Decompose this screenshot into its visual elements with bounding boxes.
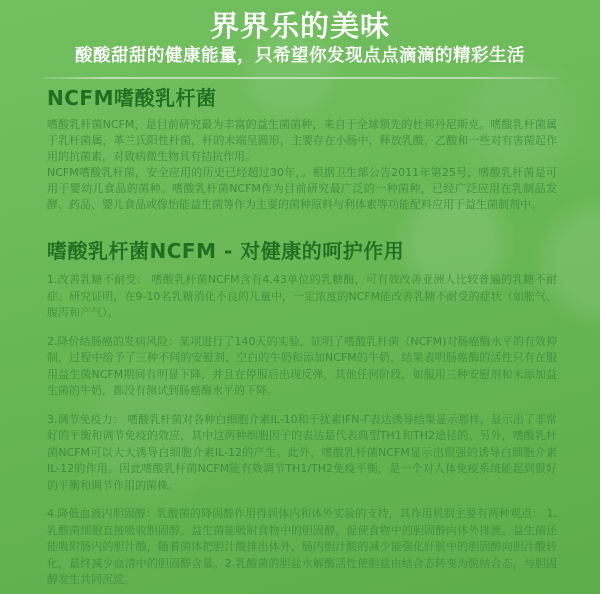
benefit-paragraph-cholesterol: 4.降低血液内胆固醇：乳酸菌的降固醇作用得到体内和体外实验的支持，其作用机制主要有两种观点： 1.乳酸菌细胞直接吸收胆固醇。益生菌能吸附食物中的胆固醇，促使食物中的胆固醇向体外排泄。益生菌还能吸附肠内的胆汁酸，随着菌体把胆汁酸排出体外，肠内胆汁酸的减少能强化肝脏中的胆固醇向胆汁酸转化，最终减少血清中的胆固醇含量。2.乳酸菌的胆盐水解酶活性使胆盐由结合态转变为脱结合态，与胆固醇发生共同沉淀。 [47,507,557,586]
section-health-benefits-heading: 嗜酸乳杆菌NCFM - 对健康的呵护作用 [47,239,405,263]
page-subtitle: 酸酸甜甜的健康能量，只希望你发现点点滴滴的精彩生活 [75,46,525,66]
benefit-paragraph-immunity: 3.调节免疫力： 嗜酸乳杆菌对各种白细胞介素IL-10和干扰素IFN-Γ表达诱导结果显示那样，显示出了非常好的平衡和调节免疫的效应，其中这两种细胞因子的表达是代表典型TH1和TH2途径的。另外，嗜酸乳杆菌NCFM可以大大诱导白细胞介素IL-12的产生。此外，嗜酸乳杆菌NCFM显示出很强的诱导白细胞介素 IL-12的作用。因此嗜酸乳杆菌NCFM能有效调节TH1/TH2免疫平衡，是一个对人体免疫系统能起到很好的平衡和调节作用的菌株。 [47,412,557,492]
benefit-paragraph-colon-cancer: 2.降价结肠癌的发病风险：某项进行了140天的实验，证明了嗜酸乳杆菌（NCFM)对肠癌酶水平的有效抑制，过程中给予了三种不同的安慰剂、空白的牛奶和添加NCFM的牛奶，结果表明肠癌酶的活性只有在服用益生菌NCFM期间有明显下降，并且在停服后出现反弹，其他任何阶段，如服用三种安慰剂和未添加益生菌的牛奶，都没有测试到肠癌酶水平的下降。 [47,334,557,397]
page-title: 界界乐的美味 [209,9,390,43]
intro-paragraph-1: 嗜酸乳杆菌NCFM，是目前研究最为丰富的益生菌菌种，来自于全球领先的杜邦丹尼斯克。嗜酸乳杆菌属于乳杆菌属，革兰氏阳性杆菌，杆的末端呈圆形，主要存在小肠中，释放乳酸，乙酸和一些对有害菌起作用的抗菌素，对致病微生物具有拮抗作用。 [47,118,557,163]
content-column [47,86,557,589]
page-header [0,0,600,67]
intro-paragraph-2: NCFM嗜酸乳杆菌，安全应用的历史已经超过30年，。根据卫生部公告2011年第25号，嗜酸乳杆菌是可用于婴幼儿食品的菌种。嗜酸乳杆菌NCFM作为目前研究最广泛的一种菌种，已经广泛应用在乳制品发酵、药品、婴儿食品或像怡能益生菌等作为主要的菌种原料与利体素等功能配料应用于益生菌制剂中。 [47,166,557,211]
section-ncfm-intro [47,86,557,213]
section-ncfm-intro-heading: NCFM嗜酸乳杆菌 [47,86,217,110]
header-divider [44,77,557,79]
benefit-paragraph-lactose: 1.改善乳糖不耐受： 嗜酸乳杆菌NCFM含有4.43单位的乳糖酶，可有效改善亚洲人比较普遍的乳糖不耐症。研究证明，在9-10名乳糖消化不良的儿童中，一定浓度的NCFM能改善乳糖不耐受的症状（如胀气、腹泻和产气）。 [47,273,557,319]
section-health-benefits [47,239,557,589]
